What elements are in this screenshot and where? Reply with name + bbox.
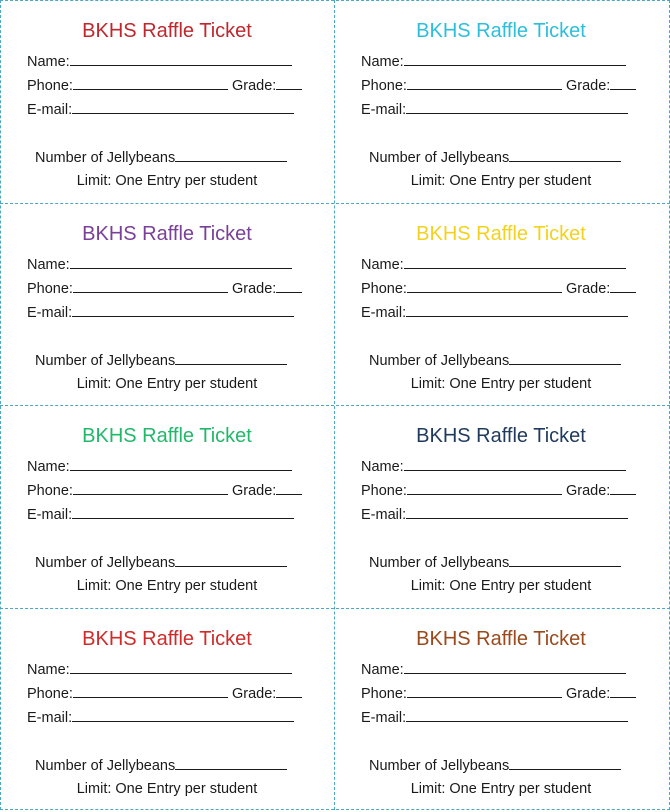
email-field-line[interactable] [72,708,294,722]
jellybeans-row [35,553,287,572]
email-label: E-mail: [27,710,73,726]
phone-row [361,76,636,95]
jellybeans-field-line[interactable] [509,756,621,770]
jellybeans-label: Number of Jellybeans [35,150,176,166]
phone-row [361,279,636,298]
name-row [361,52,626,71]
email-field-line[interactable] [406,303,628,317]
entry-limit-note: Limit: One Entry per student [76,173,258,189]
ticket-title: BKHS Raffle Ticket [82,223,252,245]
phone-label: Phone: [27,483,73,499]
jellybeans-row [369,351,621,370]
grade-field-line[interactable] [610,279,636,293]
phone-field-line[interactable] [407,481,562,495]
phone-label: Phone: [361,281,407,297]
email-row [361,100,628,119]
name-row [27,660,292,679]
jellybeans-field-line[interactable] [509,553,621,567]
jellybeans-label: Number of Jellybeans [369,353,510,369]
name-row [361,255,626,274]
raffle-ticket [334,0,668,202]
email-label: E-mail: [361,710,407,726]
name-label: Name: [27,54,70,70]
entry-limit-note: Limit: One Entry per student [410,173,592,189]
name-row [27,255,292,274]
email-row [361,505,628,524]
name-label: Name: [361,257,404,273]
ticket-title: BKHS Raffle Ticket [416,628,586,650]
name-label: Name: [361,459,404,475]
phone-field-line[interactable] [73,76,228,90]
ticket-title: BKHS Raffle Ticket [416,425,586,447]
name-label: Name: [27,257,70,273]
jellybeans-label: Number of Jellybeans [369,758,510,774]
grade-field-line[interactable] [610,684,636,698]
grade-field-line[interactable] [276,684,302,698]
phone-row [27,684,302,703]
phone-label: Phone: [361,483,407,499]
jellybeans-label: Number of Jellybeans [369,150,510,166]
phone-field-line[interactable] [73,279,228,293]
grade-label: Grade: [565,686,611,702]
phone-row [27,76,302,95]
email-row [27,505,294,524]
ticket-title: BKHS Raffle Ticket [416,223,586,245]
grade-field-line[interactable] [610,481,636,495]
ticket-title: BKHS Raffle Ticket [82,425,252,447]
name-field-line[interactable] [70,457,292,471]
raffle-ticket [0,608,334,810]
phone-row [361,481,636,500]
jellybeans-field-line[interactable] [175,756,287,770]
grade-label: Grade: [231,686,277,702]
entry-limit-note: Limit: One Entry per student [76,578,258,594]
name-field-line[interactable] [404,255,626,269]
email-field-line[interactable] [406,708,628,722]
entry-limit-note: Limit: One Entry per student [410,781,592,797]
phone-label: Phone: [361,78,407,94]
ticket-title: BKHS Raffle Ticket [416,20,586,42]
email-field-line[interactable] [406,100,628,114]
email-row [27,303,294,322]
grade-field-line[interactable] [276,76,302,90]
email-label: E-mail: [27,507,73,523]
raffle-ticket [0,405,334,607]
phone-field-line[interactable] [73,481,228,495]
email-row [27,100,294,119]
jellybeans-label: Number of Jellybeans [35,353,176,369]
email-row [361,708,628,727]
jellybeans-label: Number of Jellybeans [369,555,510,571]
email-label: E-mail: [361,102,407,118]
entry-limit-note: Limit: One Entry per student [76,781,258,797]
name-field-line[interactable] [404,457,626,471]
phone-row [27,481,302,500]
grade-label: Grade: [565,78,611,94]
name-row [27,457,292,476]
email-field-line[interactable] [72,303,294,317]
phone-label: Phone: [27,78,73,94]
email-row [27,708,294,727]
raffle-ticket [0,0,334,202]
raffle-ticket [334,608,668,810]
phone-field-line[interactable] [407,279,562,293]
name-field-line[interactable] [70,660,292,674]
name-field-line[interactable] [404,660,626,674]
jellybeans-row [369,756,621,775]
name-field-line[interactable] [70,255,292,269]
grade-label: Grade: [231,78,277,94]
ticket-title: BKHS Raffle Ticket [82,20,252,42]
grade-field-line[interactable] [610,76,636,90]
email-label: E-mail: [361,507,407,523]
name-field-line[interactable] [70,52,292,66]
jellybeans-row [35,148,287,167]
email-row [361,303,628,322]
name-row [361,457,626,476]
phone-label: Phone: [361,686,407,702]
jellybeans-label: Number of Jellybeans [35,758,176,774]
phone-row [27,279,302,298]
phone-label: Phone: [27,686,73,702]
phone-label: Phone: [27,281,73,297]
raffle-ticket [0,203,334,405]
name-label: Name: [361,662,404,678]
phone-field-line[interactable] [407,684,562,698]
jellybeans-row [369,148,621,167]
email-label: E-mail: [27,305,73,321]
jellybeans-row [35,756,287,775]
email-label: E-mail: [361,305,407,321]
jellybeans-field-line[interactable] [175,148,287,162]
name-label: Name: [361,54,404,70]
jellybeans-row [35,351,287,370]
jellybeans-field-line[interactable] [175,351,287,365]
jellybeans-field-line[interactable] [175,553,287,567]
grade-field-line[interactable] [276,279,302,293]
email-field-line[interactable] [72,100,294,114]
entry-limit-note: Limit: One Entry per student [410,376,592,392]
name-label: Name: [27,459,70,475]
email-field-line[interactable] [72,505,294,519]
email-field-line[interactable] [406,505,628,519]
name-label: Name: [27,662,70,678]
grade-label: Grade: [565,281,611,297]
jellybeans-row [369,553,621,572]
grade-label: Grade: [231,483,277,499]
phone-field-line[interactable] [73,684,228,698]
name-row [361,660,626,679]
jellybeans-field-line[interactable] [509,148,621,162]
grade-label: Grade: [565,483,611,499]
entry-limit-note: Limit: One Entry per student [410,578,592,594]
ticket-title: BKHS Raffle Ticket [82,628,252,650]
grade-label: Grade: [231,281,277,297]
phone-row [361,684,636,703]
grade-field-line[interactable] [276,481,302,495]
raffle-ticket [334,203,668,405]
entry-limit-note: Limit: One Entry per student [76,376,258,392]
email-label: E-mail: [27,102,73,118]
phone-field-line[interactable] [407,76,562,90]
jellybeans-field-line[interactable] [509,351,621,365]
name-field-line[interactable] [404,52,626,66]
name-row [27,52,292,71]
raffle-ticket [334,405,668,607]
jellybeans-label: Number of Jellybeans [35,555,176,571]
